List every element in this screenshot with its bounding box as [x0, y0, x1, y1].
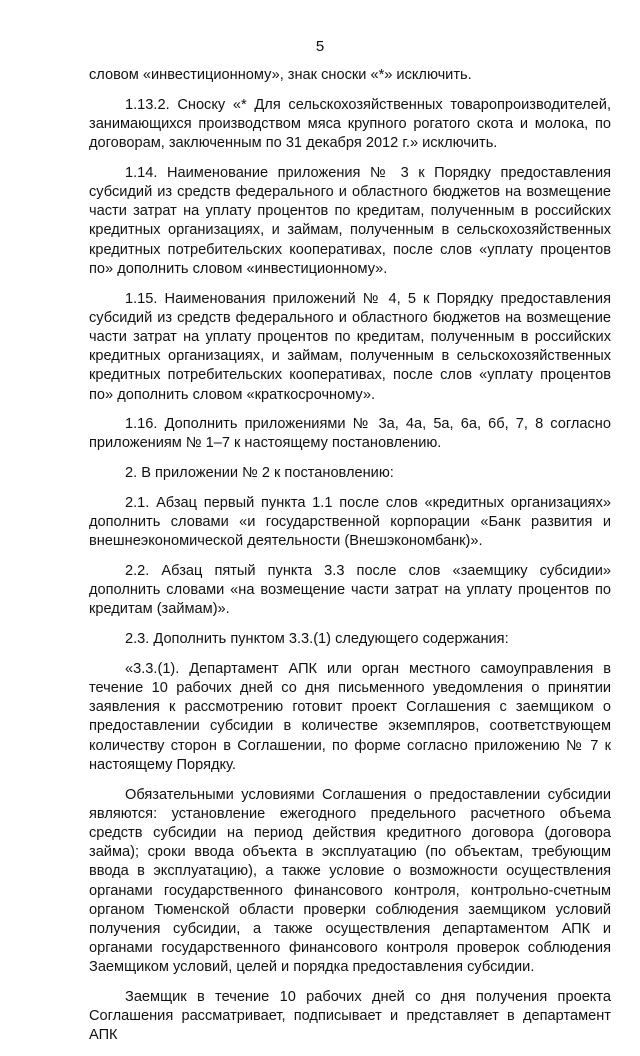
paragraph-continuation: словом «инвестиционному», знак сноски «*» исключить. — [89, 67, 472, 83]
paragraph-3-3-1: «3.3.(1). Департамент АПК или орган местного самоуправления в течение 10 рабочих дней со дня письменного уведомления о принятии заявления к рассмотрению готовит проект Соглашения с заемщиком о предоставлении субсидии в количестве экземпляров, соответствующем количеству сторон в Соглашении, по форме согласно приложению № 7 к настоящему Порядку. — [89, 660, 611, 773]
paragraph-borrower: Заемщик в течение 10 рабочих дней со дня получения проекта Соглашения рассматривает, подписывает и представляет в департамент АПК — [89, 989, 611, 1044]
paragraph-2: 2. В приложении № 2 к постановлению: — [125, 465, 394, 482]
paragraph-1-16: 1.16. Дополнить приложениями № 3а, 4а, 5а, 6а, 6б, 7, 8 согласно приложениям № 1–7 к настоящему постановлению. — [89, 416, 611, 452]
paragraph-mandatory-conditions: Обязательными условиями Соглашения о предоставлении субсидии являются: установление ежегодного предельного расчетного объема средств субсидии на период действия кредитного договора (договора займа); сроки ввода объекта в эксплуатацию (по объектам, требующим ввода в эксплуатацию), а также условие о возможности осуществления органами государственного финансового контроля, контрольно-счетным органом Тюменской области проверки соблюдения заемщиком условий получения субсидии, а также осуществления департаментом АПК и органами государственного финансового контроля проверок соблюдения Заемщиком условий, целей и порядка предоставления субсидии. — [89, 786, 611, 976]
page-number: 5 — [315, 38, 325, 55]
paragraph-1-15: 1.15. Наименования приложений № 4, 5 к Порядку предоставления субсидий из средств федерального и областного бюджетов на возмещение части затрат на уплату процентов по кредитам, полученным в российских кредитных организациях, и займам, полученным в сельскохозяйственных кредитных потребительских кооперативах, после слов «уплату процентов по» дополнить словом «краткосрочному». — [89, 290, 611, 403]
paragraph-2-3: 2.3. Дополнить пунктом 3.3.(1) следующего содержания: — [125, 631, 509, 648]
paragraph-2-2: 2.2. Абзац пятый пункта 3.3 после слов «заемщику субсидии» дополнить словами «на возмещение части затрат на уплату процентов по кредитам (займам)». — [89, 562, 611, 618]
paragraph-1-14: 1.14. Наименование приложения № 3 к Порядку предоставления субсидий из средств федерального и областного бюджетов на возмещение части затрат на уплату процентов по кредитам, полученным в российских кредитных организациях, и займам, полученным в сельскохозяйственных кредитных потребительских кооперативах, после слов «уплату процентов по» дополнить словом «инвестиционному». — [89, 164, 611, 277]
document-body — [89, 66, 611, 1056]
paragraph-2-1: 2.1. Абзац первый пункта 1.1 после слов «кредитных организациях» дополнить словами «и государственной корпорации «Банк развития и внешнеэкономической деятельности (Внешэкономбанк)». — [89, 494, 611, 550]
paragraph-1-13-2: 1.13.2. Сноску «* Для сельскохозяйственных товаропроизводителей, занимающихся производством мяса крупного рогатого скота и молока, по договорам, заключенным по 31 декабря 2012 г.» исключить. — [89, 96, 611, 152]
